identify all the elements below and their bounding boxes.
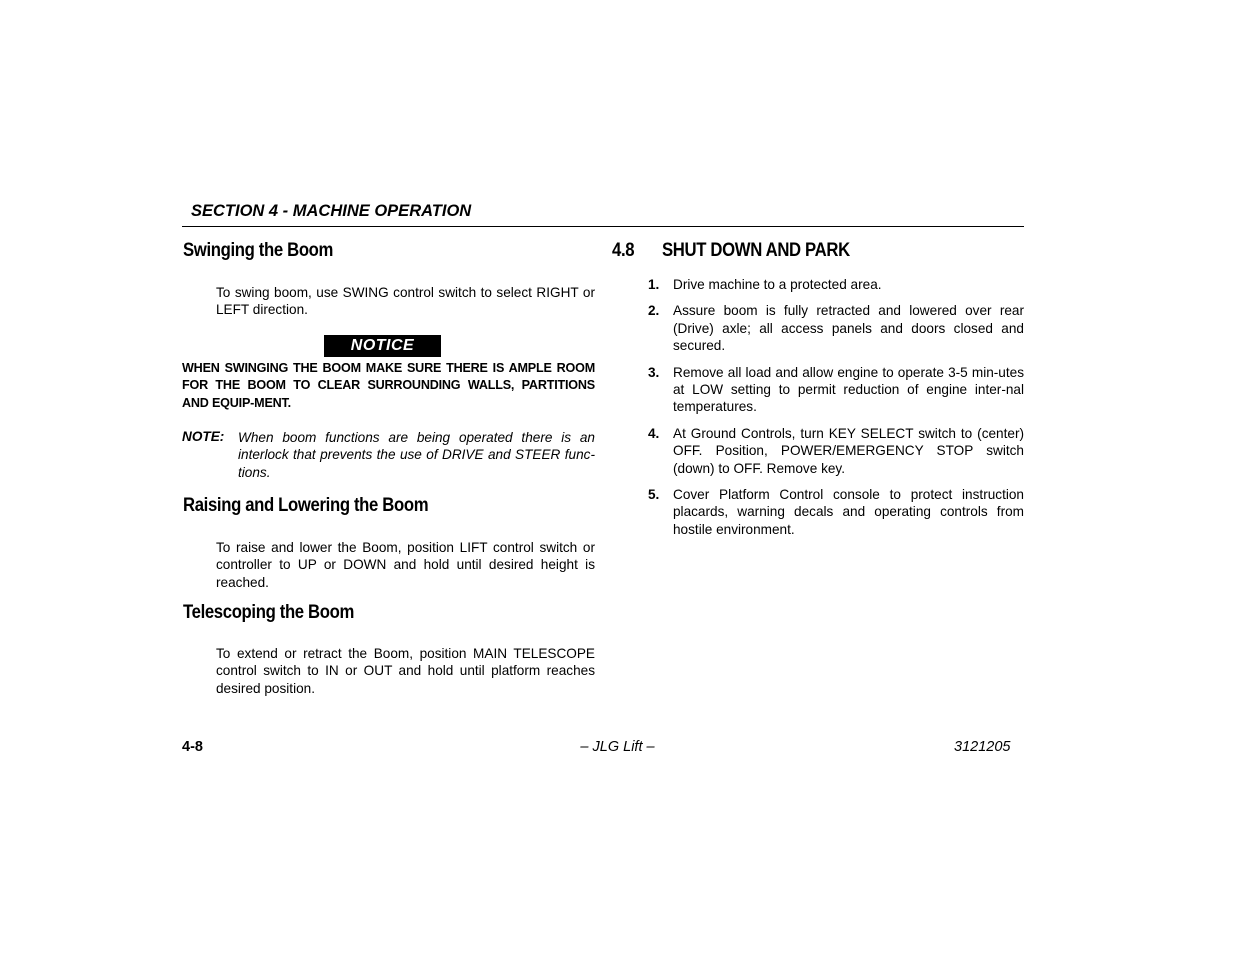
step-item [648, 302, 1024, 354]
notice-text: WHEN SWINGING THE BOOM MAKE SURE THERE IS AMPLE ROOM FOR THE BOOM TO CLEAR SURROUNDING WALLS, PARTITIONS AND EQUIP-MENT. [182, 361, 595, 410]
step-number: 3. [648, 364, 660, 380]
heading-shut-down-park: SHUT DOWN AND PARK [662, 240, 850, 261]
step-item [648, 425, 1024, 477]
document-number: 3121205 [954, 739, 1011, 755]
heading-raising-lowering-boom: Raising and Lowering the Boom [183, 495, 429, 516]
notice-badge: NOTICE [324, 335, 441, 357]
steps-ordered-list [648, 276, 1024, 538]
step-number: 5. [648, 487, 660, 503]
shutdown-steps-list [648, 276, 1024, 547]
step-text: Drive machine to a protected area. [673, 277, 882, 292]
section-header: SECTION 4 - MACHINE OPERATION [191, 202, 472, 220]
step-item [648, 364, 1024, 416]
step-text: Remove all load and allow engine to operate 3-5 min-utes at LOW setting to permit reduction of engine inter-nal temperatures. [673, 364, 1024, 415]
step-text: At Ground Controls, turn KEY SELECT switch to (center) OFF. Position, POWER/EMERGENCY STOP switch (down) to OFF. Remove key. [673, 425, 1024, 476]
heading-swinging-boom: Swinging the Boom [183, 240, 334, 261]
telescoping-body: To extend or retract the Boom, position MAIN TELESCOPE control switch to IN or OUT and hold until platform reaches desired position. [216, 646, 595, 696]
step-number: 1. [648, 277, 660, 292]
swinging-boom-body: To swing boom, use SWING control switch to select RIGHT or LEFT direction. [216, 285, 595, 318]
page-number: 4-8 [182, 739, 203, 755]
footer-publisher: – JLG Lift – [580, 739, 655, 755]
raising-lowering-body: To raise and lower the Boom, position LIFT control switch or controller to UP or DOWN and hold until desired height is reached. [216, 540, 595, 590]
step-text: Cover Platform Control console to protect instruction placards, warning decals and operating controls from hostile environment. [673, 487, 1024, 537]
step-item [648, 486, 1024, 538]
heading-telescoping-boom: Telescoping the Boom [183, 602, 355, 623]
step-number: 4. [648, 425, 660, 441]
header-rule [182, 226, 1024, 227]
step-item [648, 276, 1024, 293]
note-label: NOTE: [182, 429, 225, 444]
section-number: 4.8 [612, 240, 635, 261]
note-text: When boom functions are being operated there is an interlock that prevents the use of DRIVE and STEER func-tions. [238, 430, 595, 480]
step-text: Assure boom is fully retracted and lowered over rear (Drive) axle; all access panels and doors closed and secured. [673, 303, 1024, 354]
step-number: 2. [648, 303, 660, 319]
